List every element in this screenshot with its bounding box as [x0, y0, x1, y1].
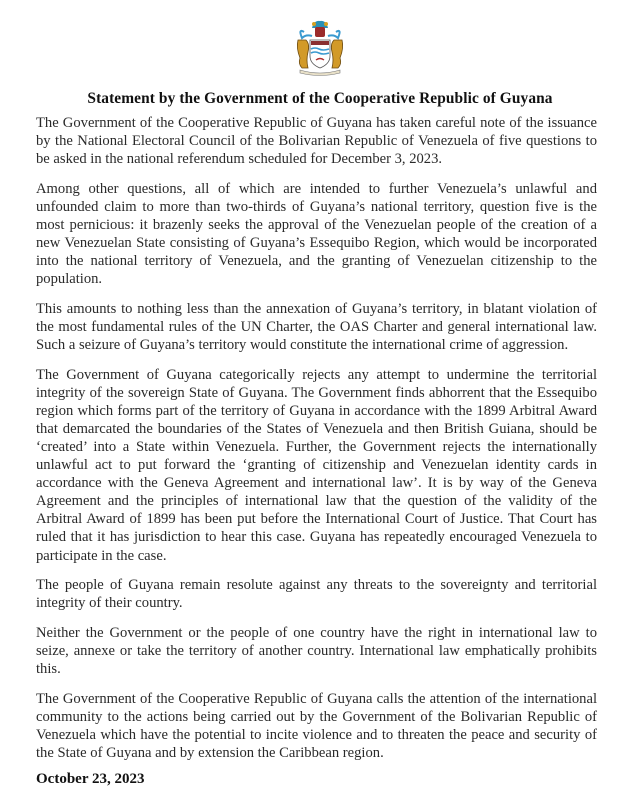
paragraph: The Government of Guyana categorically rejects any attempt to undermine the territorial integrity of the sovereign State of Guyana. The Government finds abhorrent that the Essequibo region which forms part of the territory of Guyana in accordance with the 1899 Arbitral Award that demarcated the boundaries of the States of Venezuela and then British Guiana, should be ‘created’ into a State within Venezuela. Further, the Government rejects the internationally unlawful act to put forward the ‘granting of citizenship and Venezuelan identity cards in accordance with the Geneva Agreement and international law’. It is by way of the Geneva Agreement and the principles of international law that the question of the validity of the Arbitral Award of 1899 has been put before the International Court of Justice. That Court has ruled that it has jurisdiction to hear this case. Guyana has repeatedly encouraged Venezuela to participate in the case. [36, 366, 597, 564]
statement-body [36, 114, 597, 774]
paragraph: The Government of the Cooperative Republic of Guyana calls the attention of the international community to the actions being carried out by the Government of the Bolivarian Republic of Venezuela which have the potential to incite violence and to threaten the peace and security of the State of Guyana and by extension the Caribbean region. [36, 690, 597, 761]
paragraph: The Government of the Cooperative Republic of Guyana has taken careful note of the issuance by the National Electoral Council of the Bolivarian Republic of Venezuela of five questions to be asked in the national referendum scheduled for December 3, 2023. [36, 115, 597, 168]
statement-date: October 23, 2023 [36, 771, 145, 787]
paragraph: This amounts to nothing less than the annexation of Guyana’s territory, in blatant violation of the most fundamental rules of the UN Charter, the OAS Charter and general international law. Such a seizure of Guyana’s territory would constitute the international crime of aggression. [36, 300, 597, 354]
crest-helmet [315, 27, 325, 37]
motto-ribbon [300, 70, 340, 76]
coat-of-arms-icon [290, 18, 350, 76]
statement-title: Statement by the Government of the Cooperative Republic of Guyana [87, 90, 553, 107]
paragraph: Neither the Government or the people of one country have the right in international law to seize, annexe or take the territory of another country. International law emphatically prohibits this. [36, 624, 597, 678]
paragraph: The people of Guyana remain resolute against any threats to the sovereignty and territorial integrity of their country. [36, 577, 597, 612]
paragraph: Among other questions, all of which are intended to further Venezuela’s unlawful and unfounded claim to more than two-thirds of Guyana’s national territory, question five is the most pernicious: it brazenly seeks the approval of the Venezuelan people of the creation of a new Venezuelan State consisting of Guyana’s Essequibo Region, which would be incorporated into the national territory of Venezuela, and the granting of Venezuelan citizenship to the population. [36, 180, 597, 288]
jaguar-left [297, 40, 308, 68]
jaguar-right [331, 40, 342, 68]
